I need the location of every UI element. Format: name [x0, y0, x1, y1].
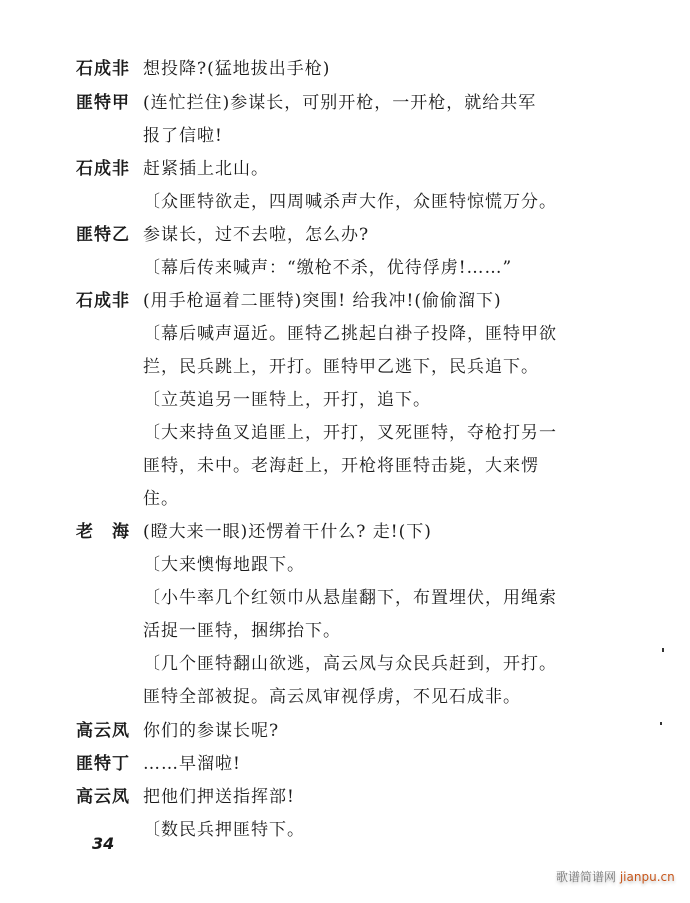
line-text: 拦，民兵跳上，开打。匪特甲乙逃下，民兵追下。: [143, 357, 539, 377]
page-number: 34: [92, 834, 115, 853]
speaker-name: 匪特丁: [76, 754, 130, 774]
scan-speck: [660, 722, 662, 725]
line-text: 把他们押送指挥部!: [143, 787, 295, 807]
watermark-site-name: 歌谱简谱网: [556, 870, 617, 884]
line-text: ……早溜啦!: [143, 754, 241, 774]
speaker-name: 匪特甲: [76, 93, 130, 113]
speaker-name: 石成非: [76, 59, 130, 79]
speaker-name: 高云凤: [76, 721, 130, 741]
line-text: 住。: [143, 489, 179, 509]
line-text: 〔大来懊悔地跟下。: [143, 555, 305, 575]
watermark: [556, 868, 675, 885]
line-text: 〔小牛率几个红领巾从悬崖翻下，布置埋伏，用绳索: [143, 588, 557, 608]
line-text: 匪特，未中。老海赶上，开枪将匪特击毙，大来愣: [143, 456, 539, 476]
line-text: 匪特全部被捉。高云凤审视俘虏，不见石成非。: [143, 687, 521, 707]
line-text: 〔众匪特欲走，四周喊杀声大作，众匪特惊慌万分。: [143, 192, 557, 212]
line-text: 〔大来持鱼叉追匪上，开打，叉死匪特，夺枪打另一: [143, 423, 557, 443]
line-text: 活捉一匪特，捆绑抬下。: [143, 621, 341, 641]
line-text: 〔几个匪特翻山欲逃，高云凤与众民兵赶到，开打。: [143, 654, 557, 674]
line-text: (瞪大来一眼)还愣着干什么? 走!(下): [143, 522, 432, 542]
speaker-name: 石成非: [76, 159, 130, 179]
line-text: 〔数民兵押匪特下。: [143, 820, 305, 840]
speaker-name: 老 海: [76, 522, 130, 542]
speaker-name: 石成非: [76, 291, 130, 311]
watermark-domain: jianpu.cn: [619, 870, 675, 884]
line-text: (连忙拦住)参谋长，可别开枪，一开枪，就给共军: [143, 93, 537, 113]
line-text: 赶紧插上北山。: [143, 159, 269, 179]
speaker-name: 匪特乙: [76, 225, 130, 245]
line-text: 报了信啦!: [143, 126, 223, 146]
line-text: 想投降?(猛地拔出手枪): [143, 59, 331, 79]
line-text: 〔幕后传来喊声：“缴枪不杀，优待俘虏!……”: [143, 258, 513, 278]
line-text: 参谋长，过不去啦，怎么办?: [143, 225, 370, 245]
line-text: 〔立英追另一匪特上，开打，追下。: [143, 390, 431, 410]
speaker-name: 高云凤: [76, 787, 130, 807]
scan-speck: [662, 648, 664, 652]
line-text: 〔幕后喊声逼近。匪特乙挑起白褂子投降，匪特甲欲: [143, 324, 557, 344]
line-text: (用手枪逼着二匪特)突围! 给我冲!(偷偷溜下): [143, 291, 502, 311]
line-text: 你们的参谋长呢?: [143, 721, 280, 741]
